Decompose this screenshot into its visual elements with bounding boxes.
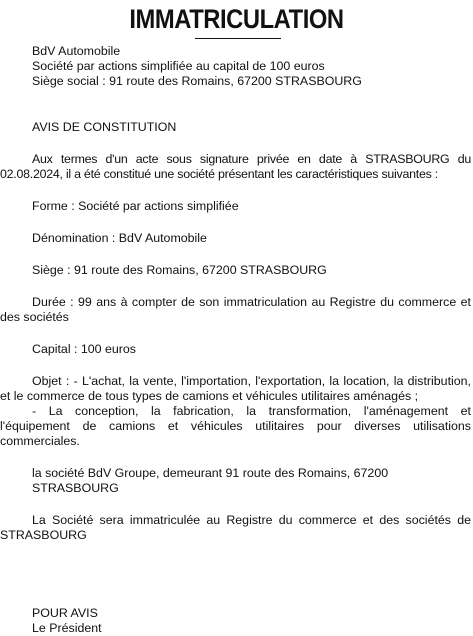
field-forme: Forme : Société par actions simplifiée [32, 199, 239, 213]
notice-body [0, 44, 473, 636]
company-legal-form: Société par actions simplifiée au capital de 100 euros [32, 59, 325, 73]
title-underline [195, 38, 281, 39]
signature-pour-avis: POUR AVIS [32, 606, 98, 620]
field-capital: Capital : 100 euros [32, 342, 137, 356]
field-duree: Durée : 99 ans à compter de son immatriculation au Registre du commerce et des sociétés [0, 295, 471, 324]
field-president: la société BdV Groupe, demeurant 91 route des Romains, 67200 STRASBOURG [32, 466, 389, 495]
company-address: Siège social : 91 route des Romains, 67200 STRASBOURG [32, 74, 362, 88]
field-objet-2: - La conception, la fabrication, la transformation, l'aménagement et l'équipement de camions et véhicules utilitaires pour diverses utilisations commerciales. [0, 404, 471, 448]
signature-president: Le Président [32, 621, 102, 635]
page-title: IMMATRICULATION [129, 4, 344, 34]
field-objet-1: Objet : - L'achat, la vente, l'importation, l'exportation, la location, la distribution, et le commerce de tous types de camions et véhicules utilitaires aménagés ; [0, 374, 471, 403]
notice-heading: AVIS DE CONSTITUTION [32, 120, 177, 134]
field-registration: La Société sera immatriculée au Registre du commerce et des sociétés de STRASBOURG [0, 513, 471, 542]
notice-intro: Aux termes d'un acte sous signature privée en date à STRASBOURG du 02.08.2024, il a été constitué une société présentant les caractéristiques suivantes : [0, 152, 471, 181]
field-siege: Siège : 91 route des Romains, 67200 STRASBOURG [32, 263, 327, 277]
company-name: BdV Automobile [32, 44, 121, 58]
field-denomination: Dénomination : BdV Automobile [32, 231, 207, 245]
